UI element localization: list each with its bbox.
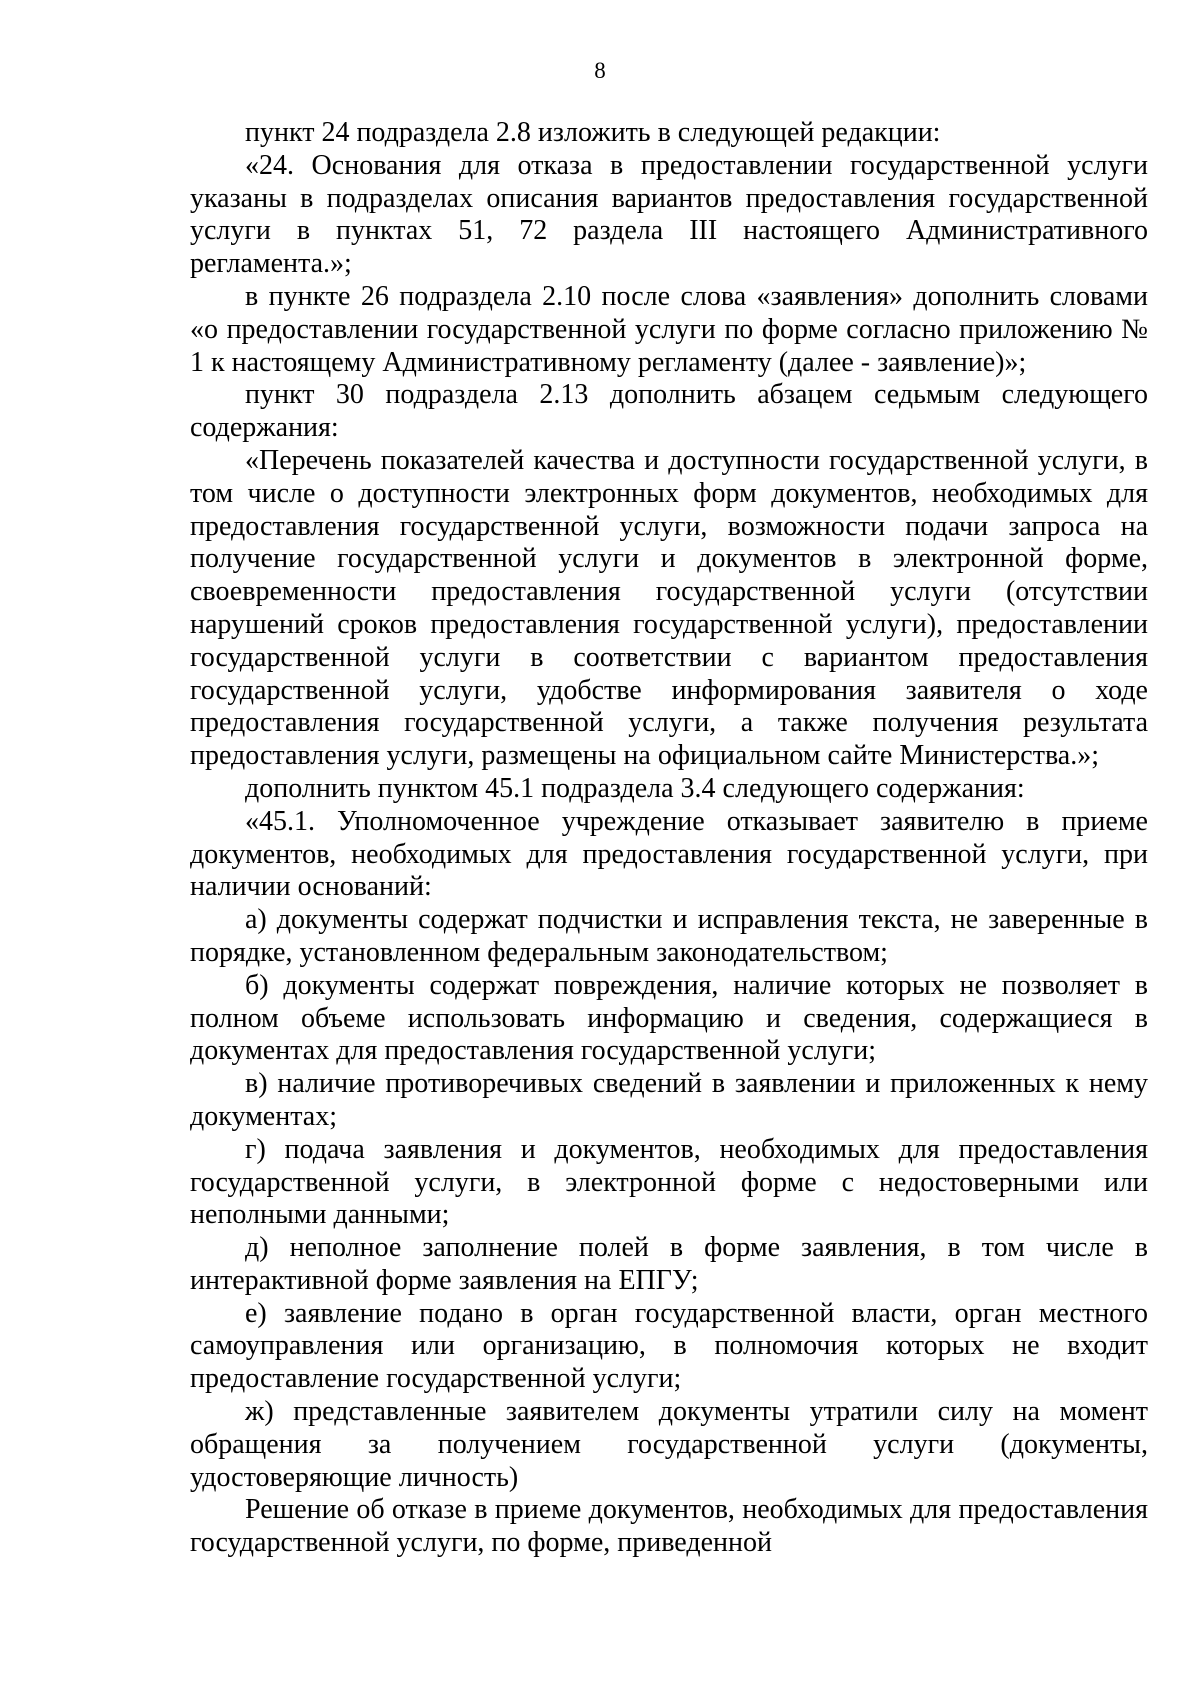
paragraph-refusal-decision: Решение об отказе в приеме документов, необходимых для предоставления государственной услуги, по форме, приведенной: [190, 1494, 1148, 1559]
list-item-a: а) документы содержат подчистки и исправления текста, не заверенные в порядке, установленном федеральным законодательством;: [190, 904, 1148, 968]
list-item-v: в) наличие противоречивых сведений в заявлении и приложенных к нему документах;: [190, 1068, 1148, 1132]
paragraph-quality-indicators: «Перечень показателей качества и доступности государственной услуги, в том числе о доступности электронных форм документов, необходимых для предоставления государственной услуги, возможности подачи запроса на получение государственной услуги и документов в электронной форме, своевременности предоставления государственной услуги (отсутствии нарушений сроков предоставления государственной услуги), предоставлении государственной услуги в соответствии с вариантом предоставления государственной услуги, удобстве информирования заявителя о ходе предоставления государственной услуги, а также получения результата предоставления услуги, размещены на официальном сайте Министерства.»;: [190, 444, 1148, 772]
list-item-g: г) подача заявления и документов, необходимых для предоставления государственной услуги, в электронной форме с недостоверными или неполными данными;: [190, 1133, 1148, 1231]
paragraph-item-24-intro: пункт 24 подраздела 2.8 изложить в следующей редакции:: [245, 117, 941, 148]
paragraph-item-26-amendment: в пункте 26 подраздела 2.10 после слова «заявления» дополнить словами «о предоставлении государственной услуги по форме согласно приложению № 1 к настоящему Административному регламенту (далее - заявление)»;: [190, 280, 1148, 378]
document-body: [190, 117, 1148, 1560]
paragraph-item-30-intro: пункт 30 подраздела 2.13 дополнить абзацем седьмым следующего содержания:: [190, 379, 1148, 444]
page-number: 8: [594, 58, 606, 83]
paragraph-item-24-text: «24. Основания для отказа в предоставлении государственной услуги указаны в подразделах описания вариантов предоставления государственной услуги в пунктах 51, 72 раздела III настоящего Административного регламента.»;: [190, 149, 1148, 280]
list-item-zh: ж) представленные заявителем документы утратили силу на момент обращения за получением государственной услуги (документы, удостоверяющие личность): [190, 1396, 1148, 1493]
list-item-d: д) неполное заполнение полей в форме заявления, в том числе в интерактивной форме заявления на ЕПГУ;: [190, 1232, 1148, 1296]
paragraph-item-45-1-text: «45.1. Уполномоченное учреждение отказывает заявителю в приеме документов, необходимых для предоставления государственной услуги, при наличии оснований:: [190, 805, 1148, 903]
list-item-e: е) заявление подано в орган государственной власти, орган местного самоуправления или организацию, в полномочия которых не входит предоставление государственной услуги;: [190, 1297, 1148, 1395]
list-item-b: б) документы содержат повреждения, наличие которых не позволяет в полном объеме использовать информацию и сведения, содержащиеся в документах для предоставления государственной услуги;: [190, 969, 1148, 1067]
paragraph-item-45-1-intro: дополнить пунктом 45.1 подраздела 3.4 следующего содержания:: [245, 772, 1025, 804]
